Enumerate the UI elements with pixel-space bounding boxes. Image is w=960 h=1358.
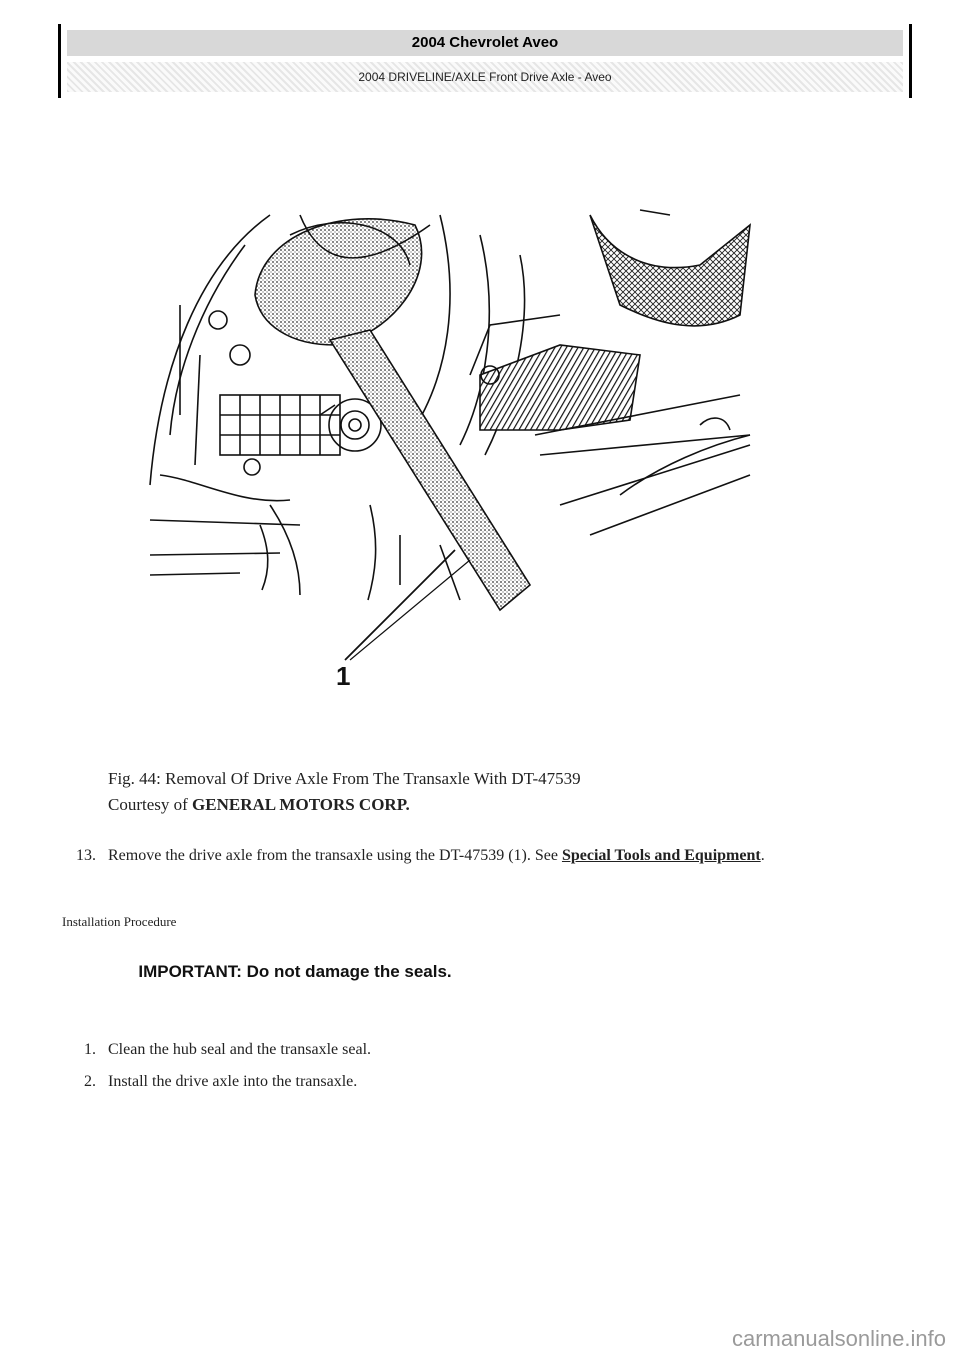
header-subtitle: 2004 DRIVELINE/AXLE Front Drive Axle - Aveo [67, 62, 903, 92]
step-number: 2. [84, 1073, 96, 1090]
installation-step-2 [62, 1068, 902, 1096]
document-header [58, 24, 912, 98]
step-text-suffix: . [760, 847, 765, 864]
step-text: Clean the hub seal and the transaxle seal. [108, 1041, 372, 1058]
installation-step-1 [62, 1036, 902, 1064]
caption-title: Fig. 44: Removal Of Drive Axle From The Transaxle With DT-47539 [108, 769, 581, 788]
removal-step-13 [62, 842, 902, 902]
installation-procedure-heading: Installation Procedure [62, 914, 177, 929]
step-number: 13. [76, 847, 96, 864]
important-note: IMPORTANT: Do not damage the seals. [138, 962, 452, 981]
courtesy-prefix: Courtesy of [108, 795, 193, 814]
callout-number: 1 [336, 661, 351, 691]
figure-caption [108, 766, 828, 818]
step-text-body: Remove the drive axle from the transaxle using the DT-47539 (1). See [108, 847, 562, 864]
step-text [108, 842, 902, 870]
courtesy-corp: GENERAL MOTORS CORP. [192, 795, 410, 814]
caption-courtesy [108, 792, 828, 818]
step-number: 1. [84, 1041, 96, 1058]
drive-axle-removal-illustration [140, 205, 760, 705]
special-tools-link[interactable]: Special Tools and Equipment [561, 847, 761, 864]
step-text: Install the drive axle into the transaxle. [108, 1073, 358, 1090]
site-watermark: carmanualsonline.info [731, 1326, 946, 1351]
header-title: 2004 Chevrolet Aveo [67, 30, 903, 56]
